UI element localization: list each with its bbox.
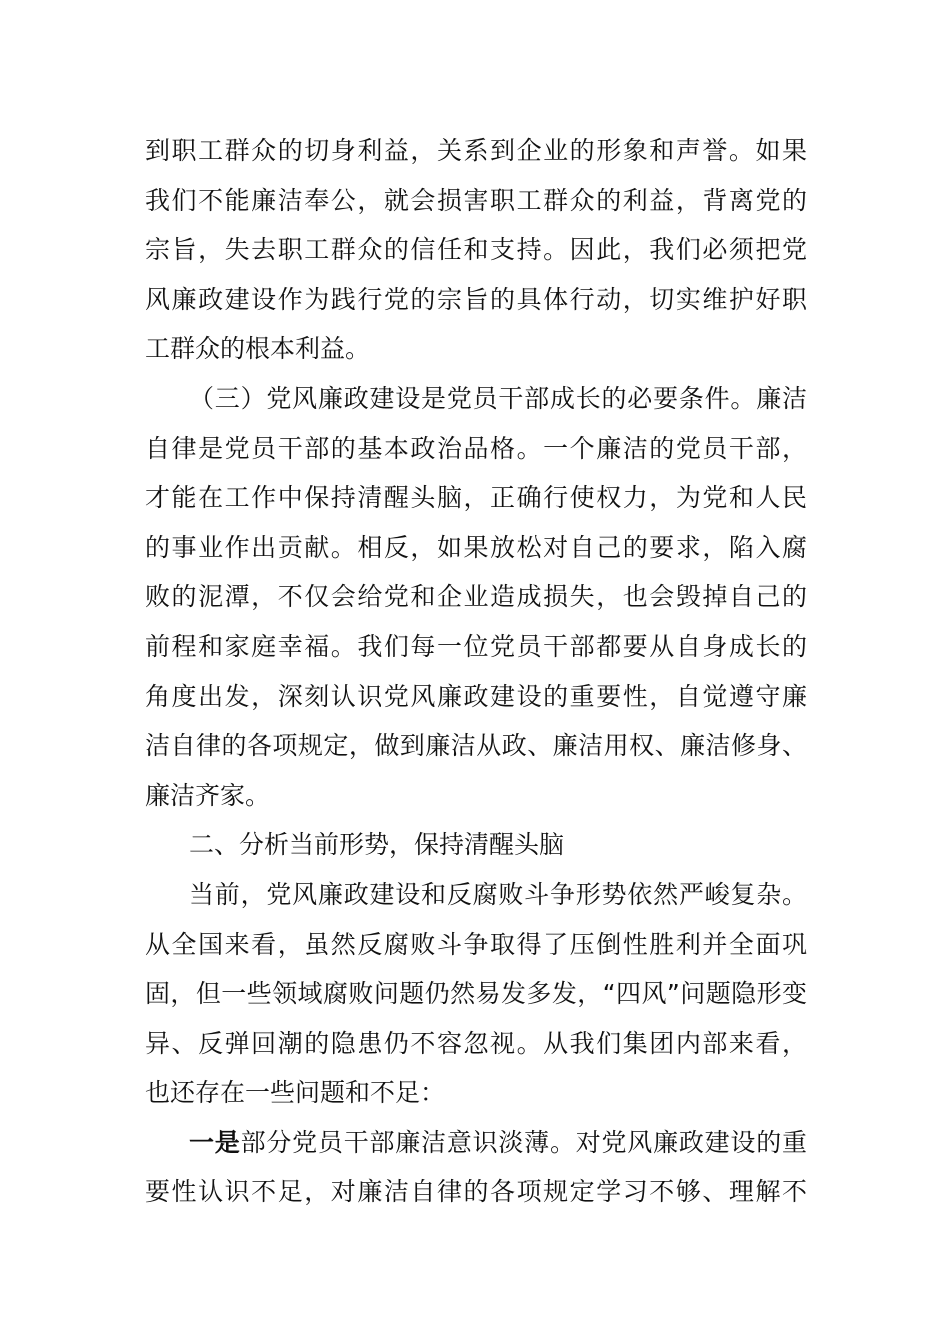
text-line: （三）党风廉政建设是党员干部成长的必要条件。廉洁: [189, 383, 807, 413]
text-line: [145, 1118, 807, 1168]
text-line: 异、反弹回潮的隐患仍不容忽视。从我们集团内部来看，: [145, 1028, 807, 1058]
section-heading: 二、分析当前形势，保持清醒头脑: [189, 830, 565, 860]
text-line: 前程和家庭幸福。我们每一位党员干部都要从自身成长的: [145, 631, 807, 661]
text-line: 固，但一些领域腐败问题仍然易发多发，“四风”问题隐形变: [145, 979, 807, 1009]
paragraph-1: [145, 126, 807, 374]
text-line: 才能在工作中保持清醒头脑，正确行使权力，为党和人民: [145, 483, 807, 513]
text-line: 洁自律的各项规定，做到廉洁从政、廉洁用权、廉洁修身、: [145, 731, 807, 761]
document-body: [145, 126, 807, 1217]
text-line: 败的泥潭，不仅会给党和企业造成损失，也会毁掉自己的: [145, 582, 807, 612]
text-line: 的事业作出贡献。相反，如果放松对自己的要求，陷入腐: [145, 532, 807, 562]
text-line: 我们不能廉洁奉公，就会损害职工群众的利益，背离党的: [145, 185, 807, 215]
text-line: 风廉政建设作为践行党的宗旨的具体行动，切实维护好职: [145, 284, 807, 314]
text-line: 自律是党员干部的基本政治品格。一个廉洁的党员干部，: [145, 433, 807, 463]
text-line: 也还存在一些问题和不足：: [145, 1078, 446, 1108]
paragraph-2: [145, 374, 807, 820]
text-line: 当前，党风廉政建设和反腐败斗争形势依然严峻复杂。: [189, 879, 807, 909]
text-line: 从全国来看，虽然反腐败斗争取得了压倒性胜利并全面巩: [145, 929, 807, 959]
paragraph-4: [145, 1118, 807, 1217]
lead-bold-text: 一是: [189, 1127, 241, 1157]
paragraph-3: [145, 870, 807, 1118]
text-line: 工群众的根本利益。: [145, 334, 371, 364]
text-line: 角度出发，深刻认识党风廉政建设的重要性，自觉遵守廉: [145, 681, 807, 711]
text-line: 宗旨，失去职工群众的信任和支持。因此，我们必须把党: [145, 235, 807, 265]
line-rest-text: 部分党员干部廉洁意识淡薄。对党风廉政建设的重: [240, 1127, 807, 1157]
text-line: 到职工群众的切身利益，关系到企业的形象和声誉。如果: [145, 136, 807, 165]
text-line: 要性认识不足，对廉洁自律的各项规定学习不够、理解不: [145, 1177, 807, 1207]
text-line: 廉洁齐家。: [145, 780, 271, 810]
